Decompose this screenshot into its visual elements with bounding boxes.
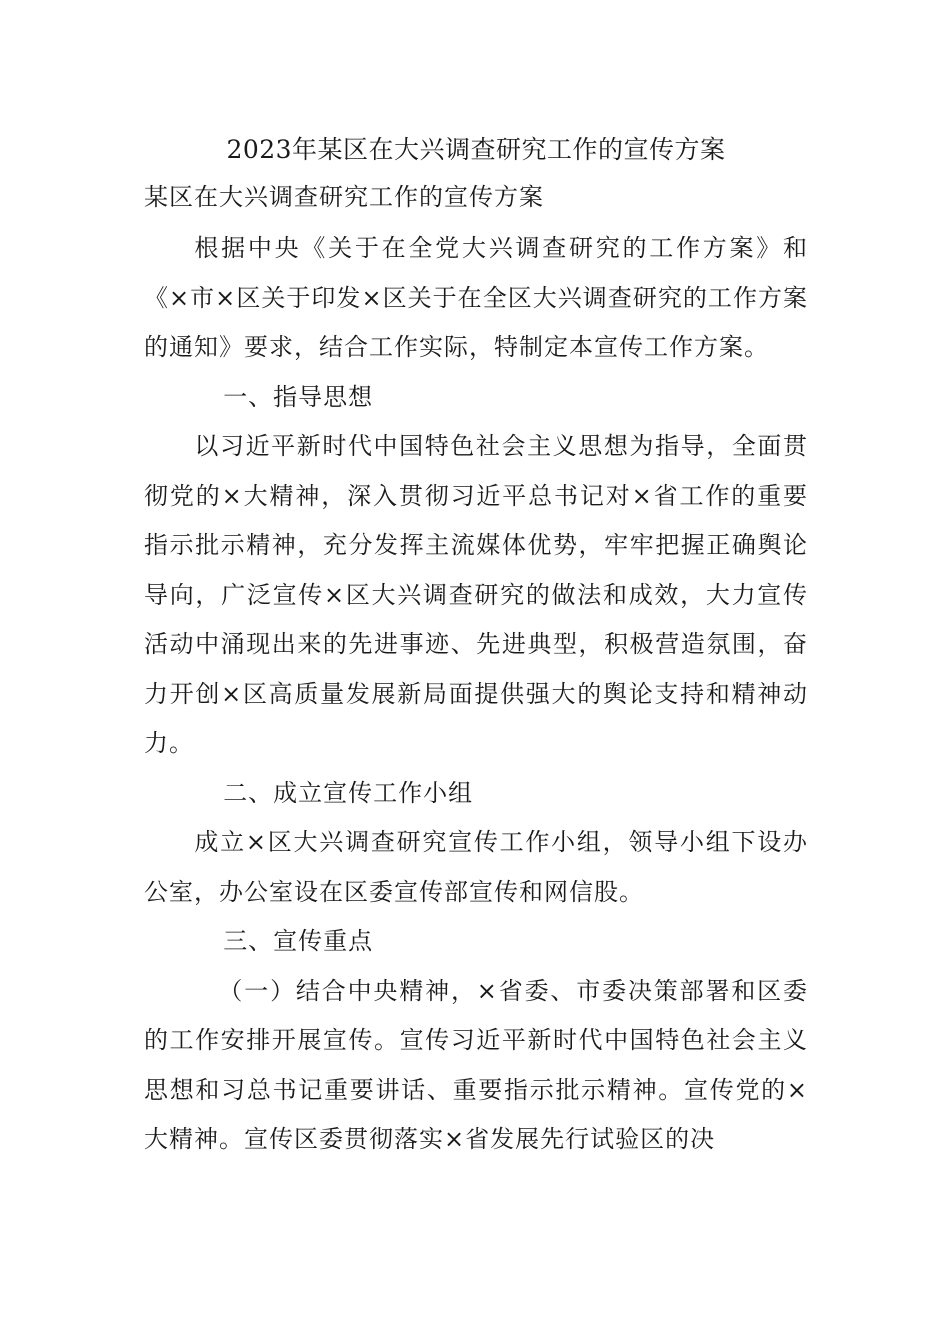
section-body-guiding-ideology: 以习近平新时代中国特色社会主义思想为指导，全面贯彻党的×大精神，深入贯彻习近平总书记对×省工作的重要指示批示精神，充分发挥主流媒体优势，牢牢把握正确舆论导向，广泛宣传×区大兴调查研究的做法和成效，大力宣传活动中涌现出来的先进事迹、先进典型，积极营造氛围，奋力开创×区高质量发展新局面提供强大的舆论支持和精神动力。 [144,432,808,757]
document-title: 2023年某区在大兴调查研究工作的宣传方案 [226,135,726,164]
section-heading-guiding-ideology: 一、指导思想 [223,382,374,411]
document-subtitle: 某区在大兴调查研究工作的宣传方案 [144,183,544,211]
section-body-key-points: （一）结合中央精神，×省委、市委决策部署和区委的工作安排开展宣传。宣传习近平新时代中国特色社会主义思想和习总书记重要讲话、重要指示批示精神。宣传党的×大精神。宣传区委贯彻落实×省发展先行试验区的决 [144,976,808,1153]
section-heading-key-points: 三、宣传重点 [223,927,374,955]
section-heading-working-group: 二、成立宣传工作小组 [223,778,474,807]
section-body-working-group: 成立×区大兴调查研究宣传工作小组，领导小组下设办公室，办公室设在区委宣传部宣传和网信股。 [144,828,808,906]
document-content [144,128,808,1165]
intro-paragraph: 根据中央《关于在全党大兴调查研究的工作方案》和《×市×区关于印发×区关于在全区大兴调查研究的工作方案的通知》要求，结合工作实际，特制定本宣传工作方案。 [144,234,808,361]
